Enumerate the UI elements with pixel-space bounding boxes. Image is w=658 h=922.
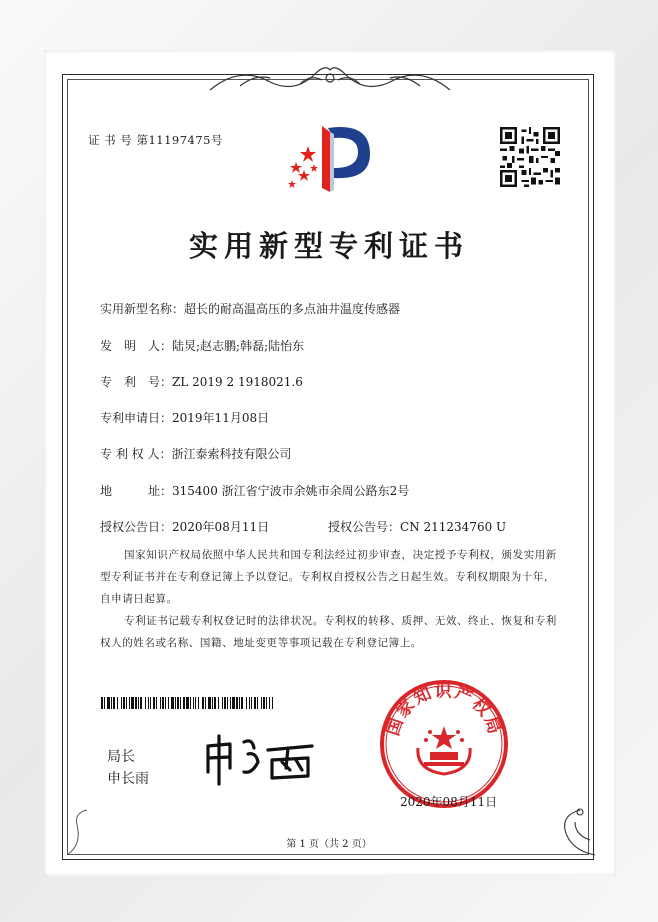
certificate-number: 证 书 号 第11197475号 [88,133,223,147]
signatory-name: 申长雨 [107,771,149,787]
top-ornament-icon [200,60,460,96]
patentee-row [100,445,291,462]
patent-number-row [100,373,303,390]
seal-text: 国家知识产权局 [383,681,505,739]
apply-date-row [100,409,269,426]
legal-paragraph-1: 国家知识产权局依照中华人民共和国专利法经过初步审查，决定授予专利权，颁发实用新型专利证书并在专利登记簿上予以登记。专利权自授权公告之日起生效。专利权期限为十年，自申请日起算。 [100,549,557,605]
address-label: 地 址： [100,484,173,498]
cnipa-logo-icon [278,118,378,200]
certificate-title: 实用新型专利证书 [188,229,469,263]
bottom-ornament-icon [530,800,600,860]
utility-name-value: 超长的耐高温高压的多点油井温度传感器 [184,302,401,316]
grant-number-value: CN 211234760 U [400,520,507,534]
grant-number-row [328,518,506,535]
legal-paragraph-2: 专利证书记载专利权登记时的法律状况。专利权的转移、质押、无效、终止、恢复和专利权人的姓名或名称、国籍、地址变更等事项记载在专利登记簿上。 [100,615,557,649]
utility-name-row [100,300,400,317]
address-row [100,482,409,499]
inventor-row [100,337,304,354]
apply-date-value: 2019年11月08日 [172,411,270,425]
handwritten-signature-icon [200,728,340,788]
signature-title: 局长 [107,749,135,765]
inventor-label: 发 明 人： [100,339,173,353]
barcode-icon [101,697,273,709]
page-footer: 第 1 页（共 2 页） [286,839,372,850]
qr-code-icon [500,127,560,187]
seal-date: 2020年08月11日 [400,795,498,809]
utility-name-label: 实用新型名称： [100,302,185,316]
patentee-value: 浙江泰索科技有限公司 [171,447,292,461]
left-bottom-ornament-icon [62,805,102,860]
apply-date-label: 专利申请日： [100,411,173,425]
grant-date-row [100,518,269,535]
patent-number-label: 专 利 号： [100,375,173,389]
patentee-label: 专 利 权 人： [100,447,172,461]
official-seal-icon [378,678,510,810]
grant-date-value: 2020年08月11日 [172,520,270,534]
grant-date-label: 授权公告日： [100,520,173,534]
address-value: 315400 浙江省宁波市余姚市余周公路东2号 [172,484,410,498]
patent-number-value: ZL 2019 2 1918021.6 [172,375,303,389]
grant-number-label: 授权公告号： [328,520,401,534]
inventor-value: 陆炅;赵志鹏;韩磊;陆怡东 [172,339,305,353]
